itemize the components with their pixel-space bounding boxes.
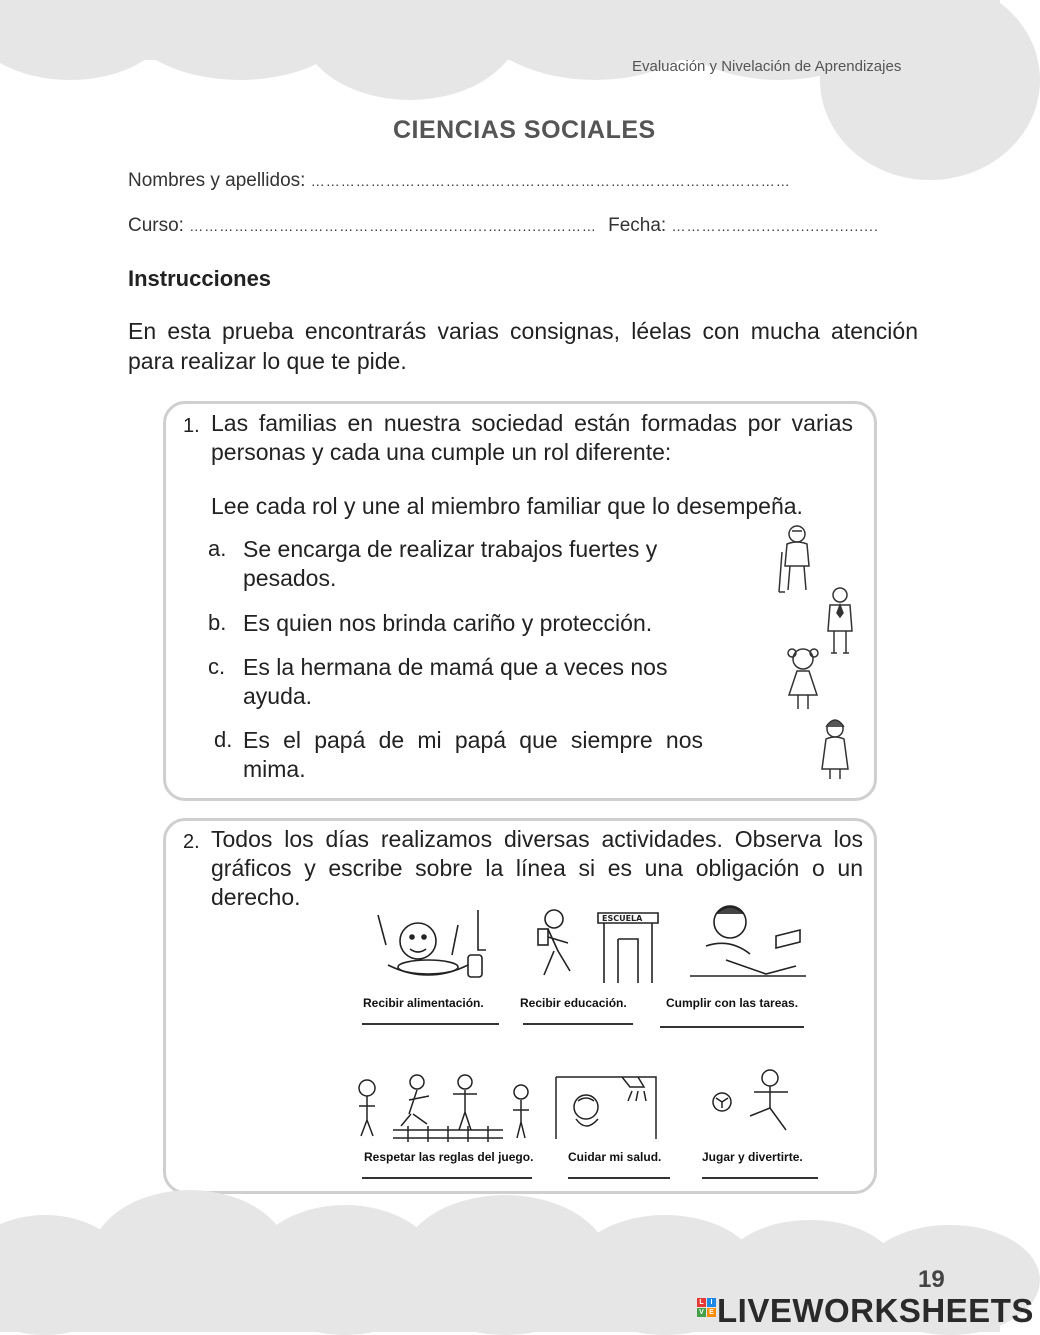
option-b-text: Es quien nos brinda cariño y protección. [243, 610, 653, 636]
course-date-row [128, 215, 879, 237]
activity-4-answer-line[interactable] [362, 1177, 532, 1179]
page-number: 19 [918, 1266, 945, 1293]
logo-badge-e: E [707, 1308, 716, 1317]
child-doing-homework-icon [686, 896, 810, 988]
course-dotted-line[interactable]: …………………………………………............…..........……… [189, 218, 597, 234]
logo-badge-v: V [697, 1308, 706, 1317]
children-playing-hopscotch-icon [353, 1070, 539, 1146]
question-2-number: 2. [183, 831, 200, 853]
name-label: Nombres y apellidos: [128, 170, 306, 191]
option-a-text: Se encarga de realizar trabajos fuertes y pesados. [243, 536, 658, 591]
svg-text:ESCUELA: ESCUELA [602, 914, 643, 923]
activity-3-answer-line[interactable] [660, 1026, 804, 1028]
liveworksheets-logo[interactable] [697, 1292, 1034, 1330]
activity-1-caption: Recibir alimentación. [363, 996, 484, 1010]
logo-badge-i: I [707, 1298, 716, 1307]
activity-5-answer-line[interactable] [568, 1177, 670, 1179]
date-dotted-line[interactable]: ………………........................ [671, 218, 879, 234]
option-a-letter: a. [208, 536, 227, 561]
woman-icon[interactable] [815, 717, 855, 783]
instructions-text: En esta prueba encontrarás varias consignas, léelas con mucha atención para realizar lo que te pide. [128, 318, 918, 374]
activity-2-answer-line[interactable] [523, 1023, 633, 1025]
question-1-prompt: Las familias en nuestra sociedad están formadas por varias personas y cada una cumple un rol diferente: [211, 410, 853, 465]
child-showering-icon [552, 1067, 668, 1143]
page-title: CIENCIAS SOCIALES [393, 116, 656, 144]
option-d-letter: d. [214, 727, 233, 752]
course-label: Curso: [128, 215, 184, 236]
grandfather-with-cane-icon[interactable] [772, 522, 822, 594]
activity-6-caption: Jugar y divertirte. [702, 1150, 803, 1164]
date-label: Fecha: [608, 215, 667, 236]
child-playing-soccer-icon [708, 1066, 818, 1138]
logo-badge-l: L [697, 1298, 706, 1307]
child-eating-icon [368, 905, 494, 991]
option-c-letter: c. [208, 654, 226, 679]
activity-2-caption: Recibir educación. [520, 996, 627, 1010]
option-d-text: Es el papá de mi papá que siempre nos mima. [243, 727, 703, 782]
question-2-prompt: Todos los días realizamos diversas actividades. Observa los gráficos y escribe sobre la línea si es una obligación o un derecho. [211, 826, 863, 910]
option-b-letter: b. [208, 610, 227, 635]
activity-5-caption: Cuidar mi salud. [568, 1150, 662, 1164]
name-field-row [128, 170, 791, 192]
activity-4-caption: Respetar las reglas del juego. [364, 1150, 534, 1164]
activity-6-answer-line[interactable] [702, 1177, 818, 1179]
child-walking-to-school-icon [528, 903, 664, 991]
instructions-heading: Instrucciones [128, 266, 272, 291]
man-in-suit-icon[interactable] [822, 585, 858, 657]
logo-text: LIVEWORKSHEETS [717, 1292, 1034, 1329]
girl-icon[interactable] [783, 645, 823, 715]
option-c-text: Es la hermana de mamá que a veces nos ayuda. [243, 654, 668, 709]
name-dotted-line[interactable]: …………………………………………………………………………………… [310, 173, 791, 189]
header-note: Evaluación y Nivelación de Aprendizajes [632, 58, 902, 75]
activity-1-answer-line[interactable] [362, 1023, 499, 1025]
question-1-subprompt: Lee cada rol y une al miembro familiar que lo desempeña. [211, 493, 803, 519]
activity-3-caption: Cumplir con las tareas. [666, 996, 799, 1010]
question-1-number: 1. [183, 415, 200, 437]
